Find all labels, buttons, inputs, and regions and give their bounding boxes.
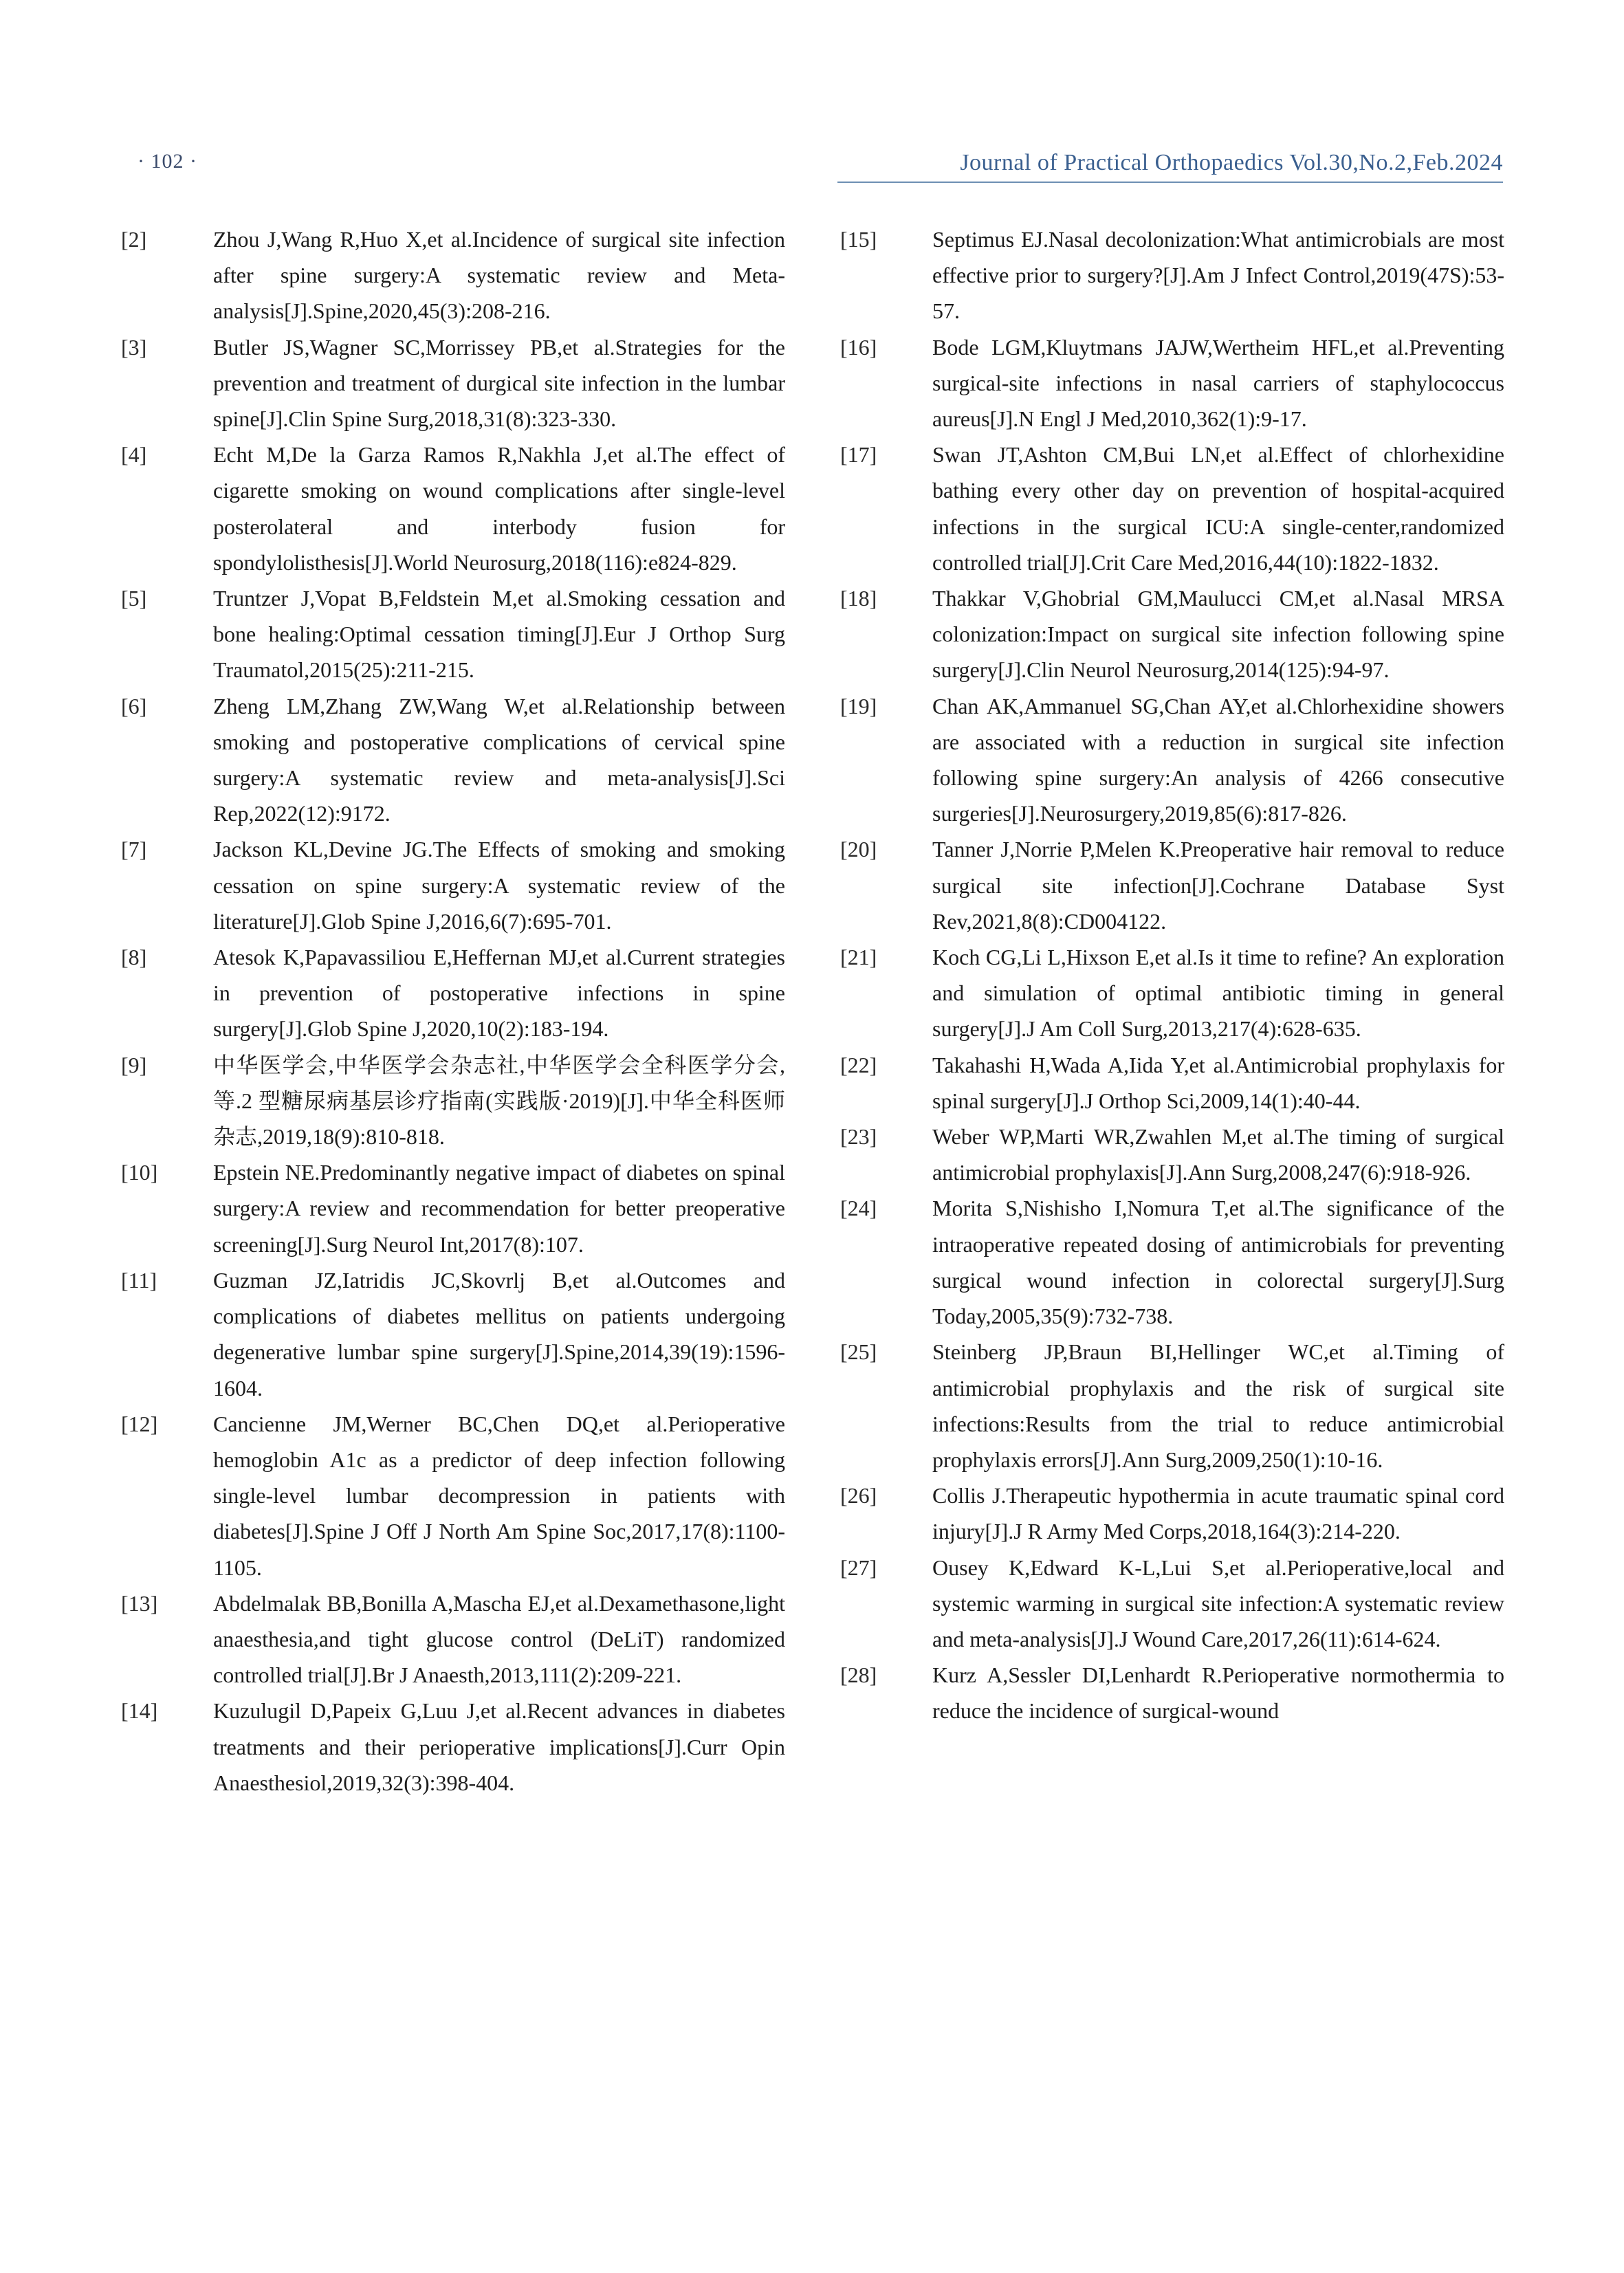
reference-item — [840, 688, 1504, 832]
reference-number: [7] — [121, 837, 147, 862]
reference-item — [121, 1154, 785, 1262]
reference-number: [19] — [840, 693, 877, 718]
reference-text: Chan AK,Ammanuel SG,Chan AY,et al.Chlorhexidine showers are associated with a reduction in surgical site infection following spine surgery:An analysis of 4266 consecutive surgeries[J].Neurosurgery,2019,85(6):817-826. — [932, 693, 1504, 826]
reference-item — [840, 1478, 1504, 1549]
reference-item — [121, 329, 785, 437]
reference-item — [840, 1334, 1504, 1478]
reference-item — [840, 831, 1504, 939]
reference-number: [4] — [121, 442, 147, 468]
reference-number: [27] — [840, 1555, 877, 1580]
reference-item — [121, 1047, 785, 1155]
reference-item — [840, 1657, 1504, 1728]
reference-text: Kurz A,Sessler DI,Lenhardt R.Perioperative normothermia to reduce the incidence of surgical-wound — [932, 1662, 1504, 1724]
reference-number: [25] — [840, 1339, 877, 1365]
reference-item — [840, 1119, 1504, 1190]
reference-number: [14] — [121, 1698, 158, 1724]
reference-number: [24] — [840, 1196, 877, 1221]
reference-number: [28] — [840, 1662, 877, 1688]
reference-item — [121, 437, 785, 580]
reference-item — [121, 1693, 785, 1801]
reference-text: Tanner J,Norrie P,Melen K.Preoperative hair removal to reduce surgical site infection[J].Cochrane Database Syst Rev,2021,8(8):CD004122. — [932, 837, 1504, 934]
reference-text: Butler JS,Wagner SC,Morrissey PB,et al.Strategies for the prevention and treatment of durgical site infection in the lumbar spine[J].Clin Spine Surg,2018,31(8):323-330. — [213, 334, 785, 432]
reference-number: [26] — [840, 1483, 877, 1508]
reference-text: Swan JT,Ashton CM,Bui LN,et al.Effect of chlorhexidine bathing every other day on prevention of hospital-acquired infections in the surgical ICU:A single-center,randomized controlled trial[J].Crit Care Med,2016,44(10):1822-1832. — [932, 442, 1504, 575]
reference-number: [18] — [840, 586, 877, 611]
reference-text: Koch CG,Li L,Hixson E,et al.Is it time to refine? An exploration and simulation of optimal antibiotic timing in general surgery[J].J Am Coll Surg,2013,217(4):628-635. — [932, 945, 1504, 1042]
reference-number: [20] — [840, 837, 877, 862]
reference-item — [840, 580, 1504, 688]
reference-number: [17] — [840, 442, 877, 468]
reference-item — [840, 939, 1504, 1047]
reference-text: Jackson KL,Devine JG.The Effects of smoking and smoking cessation on spine surgery:A systematic review of the literature[J].Glob Spine J,2016,6(7):695-701. — [213, 837, 785, 934]
page-number: · 102 · — [138, 150, 197, 173]
reference-text: Zhou J,Wang R,Huo X,et al.Incidence of surgical site infection after spine surgery:A systematic review and Meta-analysis[J].Spine,2020,45(3):208-216. — [213, 227, 785, 324]
reference-column-right — [840, 221, 1504, 1729]
reference-item — [121, 1585, 785, 1693]
reference-text: Truntzer J,Vopat B,Feldstein M,et al.Smoking cessation and bone healing:Optimal cessation timing[J].Eur J Orthop Surg Traumatol,2015(25):211-215. — [213, 586, 785, 683]
reference-item — [121, 221, 785, 329]
reference-item — [840, 1047, 1504, 1119]
reference-text: Zheng LM,Zhang ZW,Wang W,et al.Relationship between smoking and postoperative complications of cervical spine surgery:A systematic review and meta-analysis[J].Sci Rep,2022(12):9172. — [213, 693, 785, 826]
reference-text: Atesok K,Papavassiliou E,Heffernan MJ,et al.Current strategies in prevention of postoperative infections in spine surgery[J].Glob Spine J,2020,10(2):183-194. — [213, 945, 785, 1042]
reference-text: Cancienne JM,Werner BC,Chen DQ,et al.Perioperative hemoglobin A1c as a predictor of deep infection following single-level lumbar decompression in patients with diabetes[J].Spine J Off J North Am Spine Soc,2017,17(8):1100-1105. — [213, 1411, 785, 1580]
reference-item — [840, 437, 1504, 580]
reference-number: [21] — [840, 945, 877, 970]
reference-number: [2] — [121, 227, 147, 252]
reference-item — [121, 939, 785, 1047]
reference-text: Ousey K,Edward K-L,Lui S,et al.Perioperative,local and systemic warming in surgical site infection:A systematic review and meta-analysis[J].J Wound Care,2017,26(11):614-624. — [932, 1555, 1504, 1651]
reference-item — [121, 1262, 785, 1406]
reference-number: [11] — [121, 1267, 157, 1293]
reference-text: Thakkar V,Ghobrial GM,Maulucci CM,et al.Nasal MRSA colonization:Impact on surgical site infection following spine surgery[J].Clin Neurol Neurosurg,2014(125):94-97. — [932, 586, 1504, 683]
reference-number: [12] — [121, 1411, 158, 1436]
reference-text: Morita S,Nishisho I,Nomura T,et al.The significance of the intraoperative repeated dosing of antimicrobials for preventing surgical wound infection in colorectal surgery[J].Surg Today,2005,35(9):732-738. — [932, 1196, 1504, 1329]
reference-item — [121, 580, 785, 688]
reference-number: [23] — [840, 1124, 877, 1150]
header-rule — [837, 182, 1503, 183]
reference-text: Bode LGM,Kluytmans JAJW,Wertheim HFL,et al.Preventing surgical-site infections in nasal carriers of staphylococcus aureus[J].N Engl J Med,2010,362(1):9-17. — [932, 334, 1504, 432]
reference-number: [22] — [840, 1052, 877, 1077]
reference-number: [8] — [121, 945, 147, 970]
reference-item — [840, 1550, 1504, 1658]
reference-number: [15] — [840, 227, 877, 252]
reference-item — [121, 831, 785, 939]
reference-text: Guzman JZ,Iatridis JC,Skovrlj B,et al.Outcomes and complications of diabetes mellitus on patients undergoing degenerative lumbar spine surgery[J].Spine,2014,39(19):1596-1604. — [213, 1267, 785, 1401]
reference-text: Abdelmalak BB,Bonilla A,Mascha EJ,et al.Dexamethasone,light anaesthesia,and tight glucose control (DeLiT) randomized controlled trial[J].Br J Anaesth,2013,111(2):209-221. — [213, 1590, 785, 1688]
reference-text: Kuzulugil D,Papeix G,Luu J,et al.Recent advances in diabetes treatments and their perioperative implications[J].Curr Opin Anaesthesiol,2019,32(3):398-404. — [213, 1698, 785, 1795]
reference-number: [9] — [121, 1052, 147, 1077]
reference-number: [13] — [121, 1590, 158, 1616]
reference-number: [3] — [121, 334, 147, 360]
reference-column-left — [121, 221, 785, 1801]
journal-header: Journal of Practical Orthopaedics Vol.30,No.2,Feb.2024 — [960, 150, 1503, 175]
reference-item — [121, 1406, 785, 1585]
reference-text: Echt M,De la Garza Ramos R,Nakhla J,et al.The effect of cigarette smoking on wound complications after single-level posterolateral and interbody fusion for spondylolisthesis[J].World Neurosurg,2018(116):e824-829. — [213, 442, 785, 575]
reference-number: [16] — [840, 334, 877, 360]
reference-text: Collis J.Therapeutic hypothermia in acute traumatic spinal cord injury[J].J R Army Med Corps,2018,164(3):214-220. — [932, 1483, 1504, 1544]
reference-text: Weber WP,Marti WR,Zwahlen M,et al.The timing of surgical antimicrobial prophylaxis[J].Ann Surg,2008,247(6):918-926. — [932, 1124, 1504, 1185]
reference-text: Septimus EJ.Nasal decolonization:What antimicrobials are most effective prior to surgery?[J].Am J Infect Control,2019(47S):53-57. — [932, 227, 1504, 324]
reference-text: Steinberg JP,Braun BI,Hellinger WC,et al.Timing of antimicrobial prophylaxis and the risk of surgical site infections:Results from the trial to reduce antimicrobial prophylaxis errors[J].Ann Surg,2009,250(1):10-16. — [932, 1339, 1504, 1472]
reference-item — [840, 329, 1504, 437]
reference-item — [840, 1190, 1504, 1334]
reference-item — [121, 688, 785, 832]
reference-text: 中华医学会,中华医学会杂志社,中华医学会全科医学分会,等.2 型糖尿病基层诊疗指南(实践版·2019)[J].中华全科医师杂志,2019,18(9):810-818. — [213, 1052, 785, 1150]
reference-text: Takahashi H,Wada A,Iida Y,et al.Antimicrobial prophylaxis for spinal surgery[J].J Orthop Sci,2009,14(1):40-44. — [932, 1052, 1504, 1113]
reference-number: [5] — [121, 586, 147, 611]
reference-number: [10] — [121, 1160, 158, 1185]
reference-item — [840, 221, 1504, 329]
reference-text: Epstein NE.Predominantly negative impact of diabetes on spinal surgery:A review and recommendation for better preoperative screening[J].Surg Neurol Int,2017(8):107. — [213, 1160, 785, 1257]
reference-number: [6] — [121, 693, 147, 718]
